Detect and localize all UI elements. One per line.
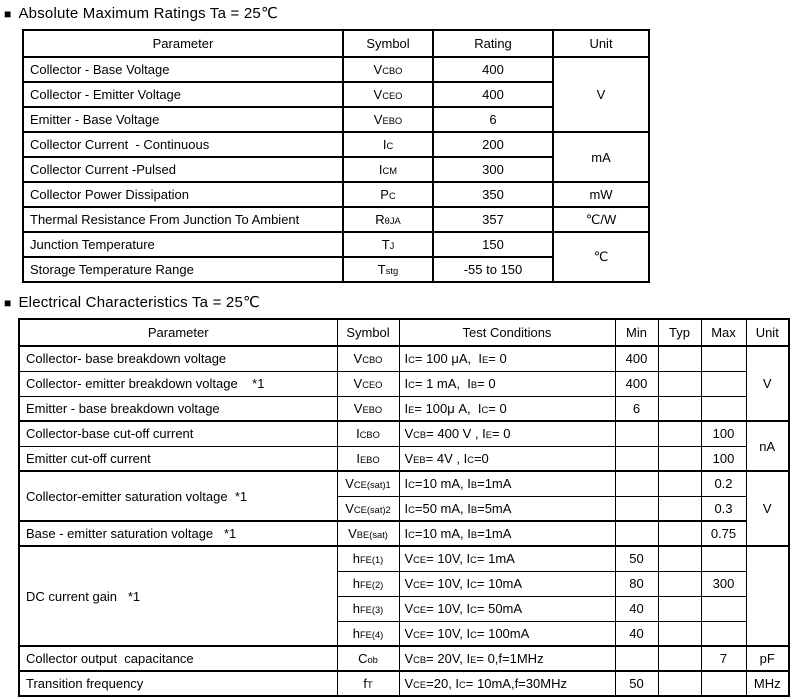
min-cell: 400 — [615, 371, 658, 396]
symbol-cell: IC — [343, 132, 433, 157]
symbol-cell: hFE(3) — [337, 596, 399, 621]
conditions-cell: VCE=20, IC= 10mA,f=30MHz — [399, 671, 615, 696]
param-cell: Emitter - base breakdown voltage — [19, 396, 337, 421]
symbol-cell: ICBO — [337, 421, 399, 446]
typ-cell — [658, 671, 701, 696]
max-cell — [701, 671, 746, 696]
section-title-absolute-maximum-ratings — [4, 5, 803, 23]
max-cell: 0.3 — [701, 496, 746, 521]
conditions-cell: VCB= 20V, IE= 0,f=1MHz — [399, 646, 615, 671]
min-cell: 400 — [615, 346, 658, 371]
typ-cell — [658, 546, 701, 571]
conditions-cell: IC= 1 mA, IB= 0 — [399, 371, 615, 396]
max-cell — [701, 621, 746, 646]
table-row — [19, 446, 789, 471]
typ-cell — [658, 496, 701, 521]
min-cell — [615, 521, 658, 546]
col-header-unit: Unit — [553, 30, 649, 57]
symbol-cell: VCE(sat)1 — [337, 471, 399, 496]
unit-cell: mW — [553, 182, 649, 207]
typ-cell — [658, 471, 701, 496]
col-header-symbol: Symbol — [343, 30, 433, 57]
max-cell: 300 — [701, 571, 746, 596]
absolute-maximum-ratings-table — [22, 29, 650, 283]
param-cell: Collector- emitter breakdown voltage *1 — [19, 371, 337, 396]
unit-cell: MHz — [746, 671, 789, 696]
unit-cell: nA — [746, 421, 789, 471]
symbol-cell: VEBO — [343, 107, 433, 132]
table-row — [19, 646, 789, 671]
typ-cell — [658, 646, 701, 671]
param-cell: Collector-emitter saturation voltage *1 — [19, 471, 337, 521]
typ-cell — [658, 571, 701, 596]
unit-cell: mA — [553, 132, 649, 182]
symbol-cell: ICM — [343, 157, 433, 182]
table-row — [19, 521, 789, 546]
max-cell: 100 — [701, 421, 746, 446]
table-row — [19, 546, 789, 571]
col-header-min: Min — [615, 319, 658, 346]
param-cell: Junction Temperature — [23, 232, 343, 257]
rating-cell: 400 — [433, 57, 553, 82]
symbol-cell: VCEO — [343, 82, 433, 107]
conditions-cell: VCE= 10V, IC= 10mA — [399, 571, 615, 596]
max-cell: 100 — [701, 446, 746, 471]
param-cell: Base - emitter saturation voltage *1 — [19, 521, 337, 546]
max-cell — [701, 596, 746, 621]
max-cell — [701, 396, 746, 421]
typ-cell — [658, 446, 701, 471]
param-cell: Collector output capacitance — [19, 646, 337, 671]
min-cell — [615, 496, 658, 521]
table-row — [23, 232, 649, 257]
param-cell: Storage Temperature Range — [23, 257, 343, 282]
section-title-text: Electrical Characteristics Ta = 25℃ — [18, 294, 261, 311]
col-header-test-conditions: Test Conditions — [399, 319, 615, 346]
rating-cell: 300 — [433, 157, 553, 182]
section-title-electrical-characteristics — [4, 294, 803, 312]
conditions-cell: IC=50 mA, IB=5mA — [399, 496, 615, 521]
param-cell: Emitter cut-off current — [19, 446, 337, 471]
conditions-cell: VCB= 400 V , IE= 0 — [399, 421, 615, 446]
max-cell: 0.75 — [701, 521, 746, 546]
unit-cell: V — [746, 471, 789, 546]
electrical-characteristics-table — [18, 318, 790, 697]
min-cell: 40 — [615, 621, 658, 646]
param-cell: Collector-base cut-off current — [19, 421, 337, 446]
param-cell: DC current gain *1 — [19, 546, 337, 646]
max-cell — [701, 546, 746, 571]
symbol-cell: VCE(sat)2 — [337, 496, 399, 521]
rating-cell: -55 to 150 — [433, 257, 553, 282]
conditions-cell: VCE= 10V, IC= 100mA — [399, 621, 615, 646]
col-header-rating: Rating — [433, 30, 553, 57]
rating-cell: 357 — [433, 207, 553, 232]
symbol-cell: VEBO — [337, 396, 399, 421]
conditions-cell: IE= 100μ A, IC= 0 — [399, 396, 615, 421]
table-row — [23, 182, 649, 207]
col-header-typ: Typ — [658, 319, 701, 346]
param-cell: Collector Current -Pulsed — [23, 157, 343, 182]
symbol-cell: hFE(4) — [337, 621, 399, 646]
min-cell — [615, 471, 658, 496]
max-cell — [701, 346, 746, 371]
rating-cell: 200 — [433, 132, 553, 157]
min-cell: 50 — [615, 671, 658, 696]
symbol-cell: Tstg — [343, 257, 433, 282]
symbol-cell: VCBO — [343, 57, 433, 82]
col-header-unit: Unit — [746, 319, 789, 346]
conditions-cell: IC=10 mA, IB=1mA — [399, 521, 615, 546]
table-row — [19, 421, 789, 446]
min-cell — [615, 421, 658, 446]
rating-cell: 6 — [433, 107, 553, 132]
col-header-parameter: Parameter — [23, 30, 343, 57]
param-cell: Thermal Resistance From Junction To Ambient — [23, 207, 343, 232]
typ-cell — [658, 596, 701, 621]
rating-cell: 400 — [433, 82, 553, 107]
table-row — [23, 57, 649, 82]
table-header-row — [23, 30, 649, 57]
col-header-max: Max — [701, 319, 746, 346]
param-cell: Collector Power Dissipation — [23, 182, 343, 207]
table-row — [19, 671, 789, 696]
typ-cell — [658, 371, 701, 396]
typ-cell — [658, 621, 701, 646]
min-cell — [615, 446, 658, 471]
conditions-cell: IC= 100 μA, IE= 0 — [399, 346, 615, 371]
max-cell — [701, 371, 746, 396]
min-cell: 6 — [615, 396, 658, 421]
symbol-cell: Cob — [337, 646, 399, 671]
unit-cell: pF — [746, 646, 789, 671]
max-cell: 0.2 — [701, 471, 746, 496]
min-cell: 40 — [615, 596, 658, 621]
unit-cell: ℃/W — [553, 207, 649, 232]
section-marker-icon: ■ — [4, 7, 12, 21]
param-cell: Collector - Emitter Voltage — [23, 82, 343, 107]
symbol-cell: VBE(sat) — [337, 521, 399, 546]
unit-cell: V — [553, 57, 649, 132]
table-row — [23, 207, 649, 232]
table-row — [19, 396, 789, 421]
min-cell: 80 — [615, 571, 658, 596]
section-marker-icon: ■ — [4, 296, 12, 310]
typ-cell — [658, 521, 701, 546]
typ-cell — [658, 396, 701, 421]
unit-cell — [746, 546, 789, 646]
symbol-cell: fT — [337, 671, 399, 696]
typ-cell — [658, 421, 701, 446]
min-cell — [615, 646, 658, 671]
symbol-cell: VCEO — [337, 371, 399, 396]
conditions-cell: IC=10 mA, IB=1mA — [399, 471, 615, 496]
table-row — [23, 132, 649, 157]
unit-cell: V — [746, 346, 789, 421]
typ-cell — [658, 346, 701, 371]
rating-cell: 350 — [433, 182, 553, 207]
max-cell: 7 — [701, 646, 746, 671]
table-row — [19, 371, 789, 396]
symbol-cell: hFE(1) — [337, 546, 399, 571]
symbol-cell: VCBO — [337, 346, 399, 371]
col-header-parameter: Parameter — [19, 319, 337, 346]
rating-cell: 150 — [433, 232, 553, 257]
symbol-cell: IEBO — [337, 446, 399, 471]
conditions-cell: VEB= 4V , IC=0 — [399, 446, 615, 471]
min-cell: 50 — [615, 546, 658, 571]
conditions-cell: VCE= 10V, IC= 50mA — [399, 596, 615, 621]
section-title-text: Absolute Maximum Ratings Ta = 25℃ — [18, 5, 278, 22]
table-row — [19, 471, 789, 496]
unit-cell: ℃ — [553, 232, 649, 282]
table-header-row — [19, 319, 789, 346]
symbol-cell: RθJA — [343, 207, 433, 232]
symbol-cell: PC — [343, 182, 433, 207]
param-cell: Collector- base breakdown voltage — [19, 346, 337, 371]
param-cell: Collector - Base Voltage — [23, 57, 343, 82]
table-row — [19, 346, 789, 371]
symbol-cell: TJ — [343, 232, 433, 257]
col-header-symbol: Symbol — [337, 319, 399, 346]
param-cell: Transition frequency — [19, 671, 337, 696]
param-cell: Emitter - Base Voltage — [23, 107, 343, 132]
param-cell: Collector Current - Continuous — [23, 132, 343, 157]
symbol-cell: hFE(2) — [337, 571, 399, 596]
conditions-cell: VCE= 10V, IC= 1mA — [399, 546, 615, 571]
